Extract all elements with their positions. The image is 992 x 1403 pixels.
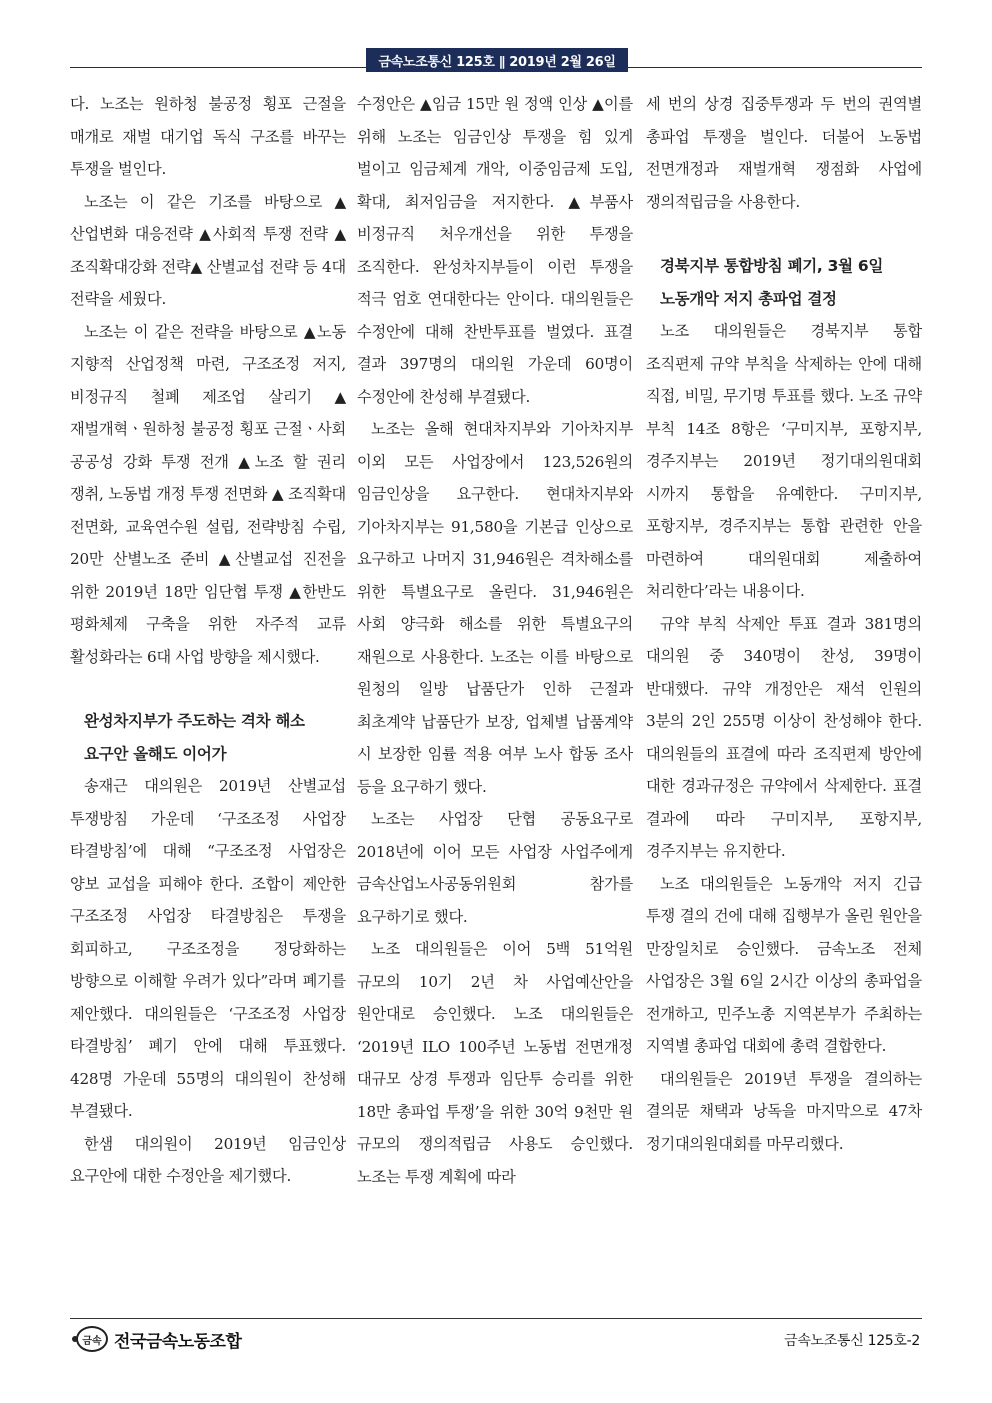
paragraph: 수정안은 ▲임금 15만 원 정액 인상 ▲이를 위해 노조는 임금인상 투쟁을 힘 있게 벌이고 임금체계 개악, 이중임금제 도입, 확대, 최저임금을 저지한다. ▲부품사 비정규직 처우개선을 위한 투쟁을 조직한다. 완성차지부들이 이런 투쟁을 적극 엄호 연대한다는 안이다. 대의원들은 수정안에 대해 찬반투표를 벌였다. 표결 결과 397명의 대의원 가운데 60명이 수정안에 찬성해 부결됐다. xyxy=(357,95,633,406)
paragraph: 노조는 이 같은 기조를 바탕으로 ▲산업변화 대응전략 ▲사회적 투쟁 전략 ▲조직확대강화 전략▲ 산별교섭 전략 등 4대 전략을 세웠다. xyxy=(70,192,346,308)
paragraph: 노조 대의원들은 경북지부 통합 조직편제 규약 부칙을 삭제하는 안에 대해 직접, 비밀, 무기명 투표를 했다. 노조 규약 부칙 14조 8항은 ‘구미지부, 포항지부, 경주지부는 2019년 정기대의원대회 시까지 통합을 유예한다. 구미지부, 포항지부, 경주지부는 통합 관련한 안을 마련하여 대의원대회 제출하여 처리한다’라는 내용이다. xyxy=(646,322,922,600)
union-name: 전국금속노동조합 xyxy=(114,1331,242,1352)
section-heading: 경북지부 통합방침 폐기, 3월 6일 노동개악 저지 총파업 결정 xyxy=(660,257,884,308)
paragraph: 노조는 올해 현대차지부와 기아차지부 이외 모든 사업장에서 123,526원의 임금인상을 요구한다. 현대차지부와 기아차지부는 91,580을 기본급 인상으로 요구하고 나머지 31,946원은 격차해소를 위한 특별요구로 올린다. 31,946원은 사회 양극화 해소를 위한 특별요구의 재원으로 사용한다. 노조는 이를 바탕으로 원청의 일방 납품단가 인하 근절과 최초계약 납품단가 보장, 업체별 납품계약 시 보장한 임률 적용 여부 노사 합동 조사 등을 요구하기 했다. xyxy=(357,420,633,796)
issue-title: 금속노조통신 125호 ∥ 2019년 2월 26일 xyxy=(378,54,616,70)
paragraph: 노조는 사업장 단협 공동요구로 2018년에 이어 모든 사업장 사업주에게 금속산업노사공동위원회 참가를 요구하기로 했다. xyxy=(357,810,633,926)
article-column-3 xyxy=(646,88,922,1160)
paragraph: 노조 대의원들은 노동개악 저지 긴급 투쟁 결의 건에 대해 집행부가 올린 원안을 만장일치로 승인했다. 금속노조 전체 사업장은 3월 6일 2시간 이상의 총파업을 전개하고, 민주노총 지역본부가 주최하는 지역별 총파업 대회에 총력 결합한다. xyxy=(646,874,922,1055)
paragraph: 송재근 대의원은 2019년 산별교섭 투쟁방침 가운데 ‘구조조정 사업장 타결방침’에 대해 “구조조정 사업장은 양보 교섭을 피해야 한다. 조합이 제안한 구조조정 사업장 타결방침은 투쟁을 회피하고, 구조조정을 정당화하는 방향으로 이해할 우려가 있다”라며 폐기를 제안했다. 대의원들은 ‘구조조정 사업장 타결방침’ 폐기 안에 대해 투표했다. 428명 가운데 55명의 대의원이 찬성해 부결됐다. xyxy=(70,777,346,1120)
paragraph: 세 번의 상경 집중투쟁과 두 번의 권역별 총파업 투쟁을 벌인다. 더불어 노동법 전면개정과 재벌개혁 쟁점화 사업에 쟁의적립금을 사용한다. xyxy=(646,95,922,211)
article-column-1 xyxy=(70,88,346,1193)
paragraph: 대의원들은 2019년 투쟁을 결의하는 결의문 채택과 낭독을 마지막으로 47차 정기대의원대회를 마무리했다. xyxy=(646,1069,922,1153)
paragraph: 노조 대의원들은 이어 5백 51억원 규모의 10기 2년 차 사업예산안을 원안대로 승인했다. 노조 대의원들은 ‘2019년 ILO 100주년 노동법 전면개정 대규모 상경 투쟁과 임단투 승리를 위한 18만 총파업 투쟁’을 위한 30억 9천만 원 규모의 쟁의적립금 사용도 승인했다. 노조는 투쟁 계획에 따라 xyxy=(357,940,633,1186)
footer-rule xyxy=(70,1318,922,1319)
union-logo xyxy=(76,1325,241,1353)
issue-header xyxy=(366,48,628,72)
page-number: 금속노조통신 125호-2 xyxy=(784,1333,920,1349)
paragraph: 한샘 대의원이 2019년 임금인상 요구안에 대한 수정안을 제기했다. xyxy=(70,1134,346,1185)
article-column-2 xyxy=(357,88,633,1193)
union-emblem-icon: 금속 xyxy=(76,1326,108,1352)
paragraph: 다. 노조는 원하청 불공정 횡포 근절을 매개로 재벌 대기업 독식 구조를 바꾸는 투쟁을 벌인다. xyxy=(70,95,346,178)
paragraph: 노조는 이 같은 전략을 바탕으로 ▲노동 지향적 산업정책 마련, 구조조정 저지, 비정규직 철폐 제조업 살리기 ▲재벌개혁ㆍ원하청 불공정 횡포 근절ㆍ사회 공공성 강화 투쟁 전개 ▲노조 할 권리 쟁취, 노동법 개정 투쟁 전면화 ▲ 조직확대 전면화, 교육연수원 설립, 전략방침 수립, 20만 산별노조 준비 ▲산별교섭 진전을 위한 2019년 18만 임단협 투쟁 ▲한반도 평화체제 구축을 위한 자주적 교류 활성화라는 6대 사업 방향을 제시했다. xyxy=(70,322,346,666)
section-heading: 완성차지부가 주도하는 격차 해소 요구안 올해도 이어가 xyxy=(84,712,305,763)
paragraph: 규약 부칙 삭제안 투표 결과 381명의 대의원 중 340명이 찬성, 39명이 반대했다. 규약 개정안은 재석 인원의 3분의 2인 255명 이상이 찬성해야 한다. 대의원들의 표결에 따라 조직편제 방안에 대한 경과규정은 규약에서 삭제한다. 표결 결과에 따라 구미지부, 포항지부, 경주지부는 유지한다. xyxy=(646,614,922,860)
